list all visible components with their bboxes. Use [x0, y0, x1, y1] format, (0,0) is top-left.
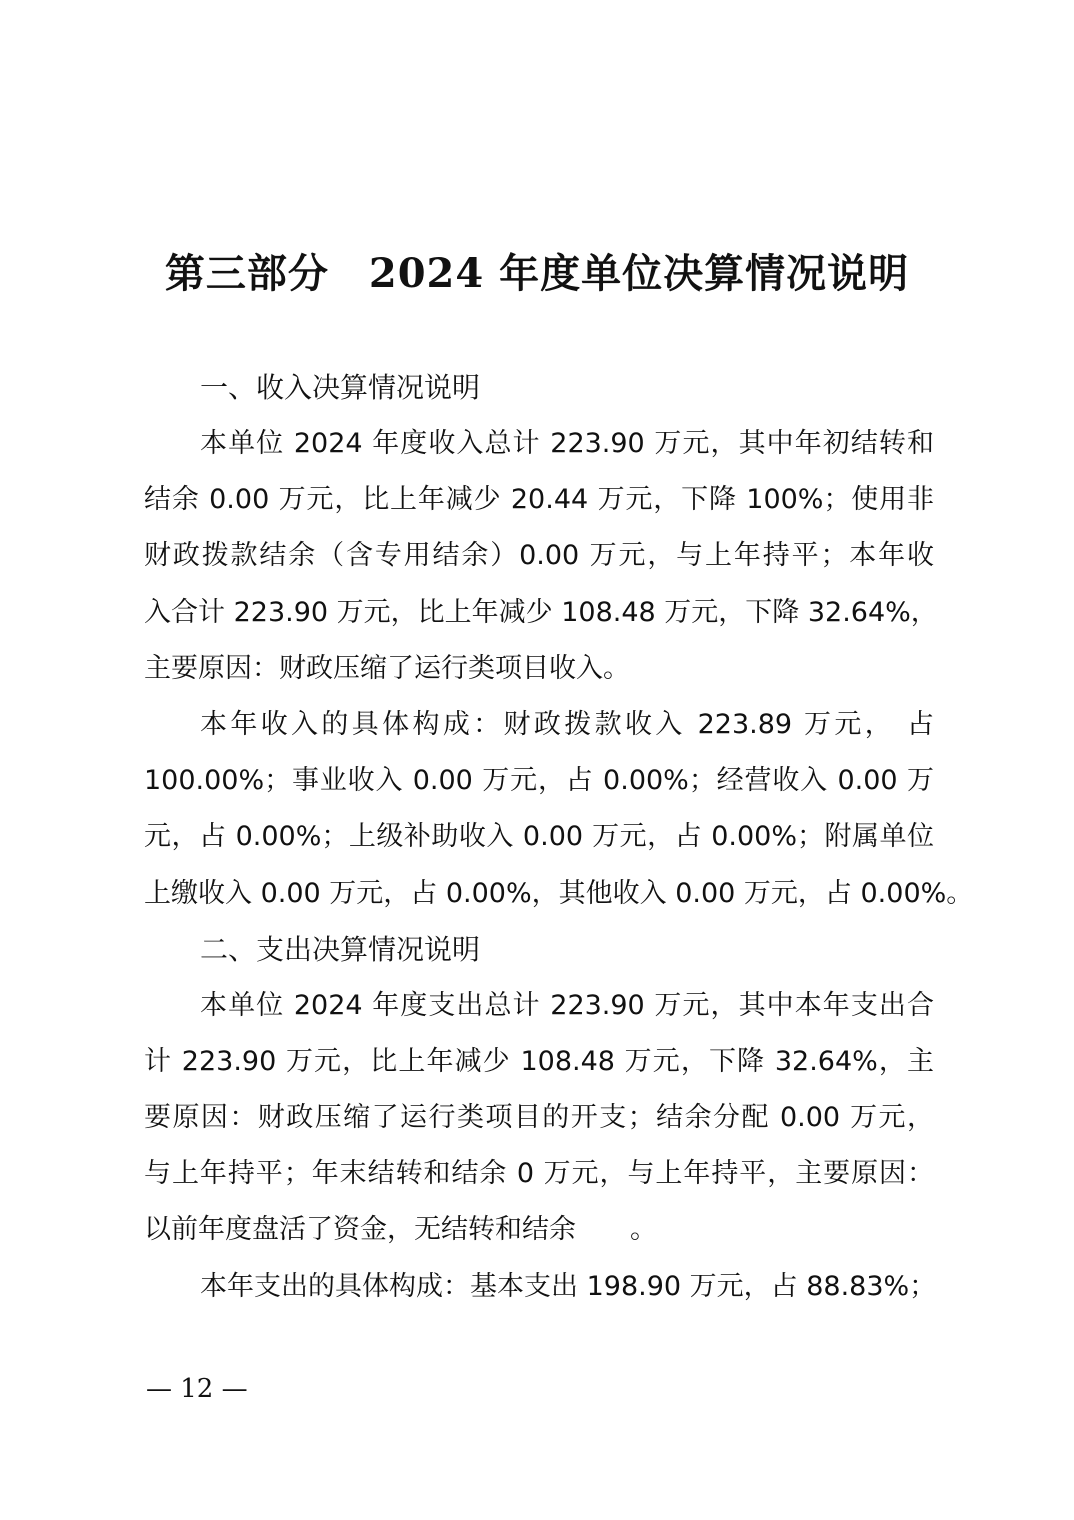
text-line: 上缴收入 0.00 万元，占 0.00%，其他收入 0.00 万元，占 0.00%。	[144, 877, 974, 909]
title-part: 第三部分	[164, 250, 329, 297]
page-title	[0, 248, 1074, 300]
paragraph-income-summary	[144, 416, 938, 697]
paragraph-expenditure-summary	[144, 978, 934, 1259]
text-line: 计 223.90 万元，比上年减少 108.48 万元，下降 32.64%，主	[144, 1045, 934, 1077]
text-line: 本单位 2024 年度收入总计 223.90 万元，其中年初结转和	[200, 428, 934, 459]
text-line: 结余 0.00 万元，比上年减少 20.44 万元，下降 100%；使用非	[144, 484, 934, 516]
text-line: 主要原因：财政压缩了运行类项目收入。	[144, 652, 630, 684]
text-line: 本单位 2024 年度支出总计 223.90 万元，其中本年支出合	[200, 989, 934, 1021]
text-line: 入合计 223.90 万元，比上年减少 108.48 万元，下降 32.64%，	[144, 596, 938, 628]
text-line: 要原因：财政压缩了运行类项目的开支；结余分配 0.00 万元，	[144, 1102, 934, 1134]
text-line: 财政拨款结余（含专用结余）0.00 万元，与上年持平；本年收	[144, 540, 934, 572]
title-main: 2024 年度单位决算情况说明	[368, 250, 910, 297]
section-expenditure	[144, 922, 937, 1315]
text-line: 与上年持平；年末结转和结余 0 万元，与上年持平，主要原因：	[144, 1158, 934, 1190]
text-line: 元，占 0.00%；上级补助收入 0.00 万元，占 0.00%；附属单位	[144, 821, 934, 853]
page-number: — 12 —	[146, 1374, 248, 1404]
paragraph-income-composition	[144, 697, 974, 922]
text-line: 100.00%；事业收入 0.00 万元，占 0.00%；经营收入 0.00 万	[144, 765, 934, 797]
section-heading-income: 一、收入决算情况说明	[200, 371, 481, 404]
section-income	[144, 360, 974, 922]
text-line: 本年收入的具体构成：财政拨款收入 223.89 万元， 占	[200, 708, 934, 740]
section-heading-expenditure: 二、支出决算情况说明	[200, 932, 481, 966]
document-body	[144, 360, 974, 1315]
paragraph-expenditure-composition	[144, 1259, 937, 1315]
text-line: 本年支出的具体构成：基本支出 198.90 万元，占 88.83%；	[200, 1270, 937, 1302]
text-line: 以前年度盘活了资金，无结转和结余 。	[144, 1214, 657, 1246]
